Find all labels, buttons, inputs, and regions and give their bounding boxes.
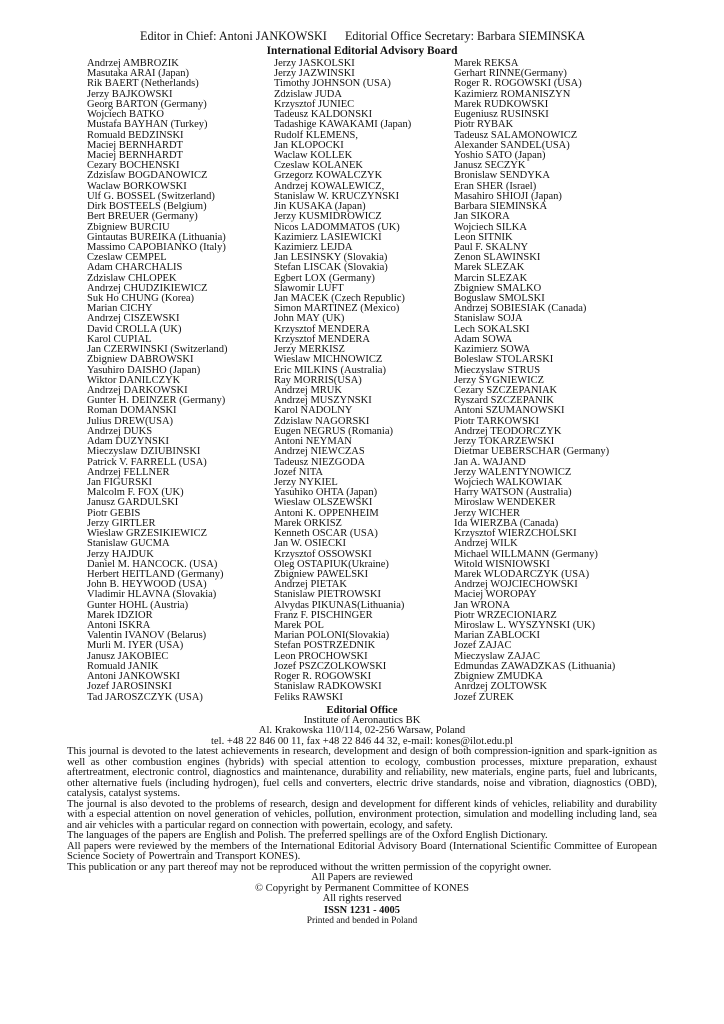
paragraph: The journal is also devoted to the problems of research, design and development for different kinds of vehicles, reliability and durability with a especial attention on novel generation of vehicles, pollution, environment protection, simulation and modelling including land, sea and air vehicles with a particular regard on connection with powertain, ecology, and safety. bbox=[67, 798, 657, 831]
board-column-1 bbox=[67, 59, 274, 703]
board-member: Zbigniew BURCIU bbox=[87, 221, 170, 233]
board-member: Czeslaw CEMPEL bbox=[87, 252, 167, 264]
board-member: Adam DUZYNSKI bbox=[87, 436, 169, 448]
board-member: Kazimierz ROMANISZYN bbox=[454, 88, 571, 100]
board-member: Marek REKSA bbox=[454, 58, 519, 69]
board-member: Andrzej DARKOWSKI bbox=[87, 385, 188, 396]
board-member: Gintautas BUREIKA (Lithuania) bbox=[87, 231, 226, 243]
board-member: Romuald BEDZINSKI bbox=[87, 129, 184, 141]
board-member: Jan WRONA bbox=[454, 599, 511, 611]
board-member: Andrzej CISZEWSKI bbox=[87, 313, 180, 325]
board-member: Stefan LISCAK (Slovakia) bbox=[274, 262, 388, 274]
board-member: Krzysztof WIERZCHOLSKI bbox=[454, 528, 577, 540]
board-member: Eugen NEGRUS (Romania) bbox=[274, 425, 393, 437]
board-member: Stefan POSTRZEDNIK bbox=[274, 640, 376, 652]
board-member: Krzysztof OSSOWSKI bbox=[274, 548, 372, 560]
board-members bbox=[67, 59, 657, 703]
board-member: Krzysztof MENDERA bbox=[274, 333, 370, 345]
board-member: Piotr GEBIS bbox=[87, 507, 141, 519]
board-member: Boleslaw STOLARSKI bbox=[454, 354, 554, 366]
board-member: Kazimierz SOWA bbox=[454, 344, 531, 356]
board-member: Leon PROCHOWSKI bbox=[274, 650, 368, 662]
board-member: Zbigniew SMALKO bbox=[454, 282, 542, 294]
board-member: Piotr TARKOWSKI bbox=[454, 415, 540, 427]
board-member: Slawomir LUFT bbox=[274, 282, 344, 294]
board-member: Jerzy WICHER bbox=[454, 507, 520, 519]
board-member: Grzegorz KOWALCZYK bbox=[274, 170, 383, 182]
issn: ISSN 1231 - 4005 bbox=[324, 904, 400, 916]
board-member: Andrzej MUSZYNSKI bbox=[274, 395, 372, 407]
paragraph: This journal is devoted to the latest achievements in research, development and design of both compression-ignition and spark-ignition as well as other combustion engines (hybrids) with special attention to ecology, combustion processes, mixture preparation, exhaust aftertreatment, electronic control, diagnostics and maintenance, durability and reliability, new materials, engine parts, fuel and lubricants, other alternative fuels (including hydrogen), fuel cells and converters, electric drive standards, noise and vibration, diagnostics (OBD), catalysis, catalyst systems. bbox=[67, 746, 657, 800]
board-member: Wieslaw MICHNOWICZ bbox=[274, 354, 383, 366]
board-member: Zdzislaw CHLOPEK bbox=[87, 272, 177, 284]
board-member: Eran SHER (Israel) bbox=[454, 180, 537, 192]
board-member: Malcolm F. FOX (UK) bbox=[87, 487, 184, 499]
board-member: Tadeusz KALDONSKI bbox=[274, 109, 373, 121]
board-member: Eugeniusz RUSINSKI bbox=[454, 109, 549, 121]
board-member: Janusz GARDULSKI bbox=[87, 497, 179, 509]
board-member: Marek RUDKOWSKI bbox=[454, 98, 549, 110]
board-member: Roman DOMANSKI bbox=[87, 405, 177, 417]
board-member: Daniel M. HANCOCK. (USA) bbox=[87, 558, 218, 570]
rights-line: All rights reserved bbox=[322, 893, 402, 905]
board-member: Kazimierz LASIEWICKI bbox=[274, 231, 382, 243]
board-member: Andrzej PIETAK bbox=[274, 579, 347, 591]
board-member: Vladimir HLAVNA (Slovakia) bbox=[87, 589, 217, 601]
board-member: Jerzy MERKISZ bbox=[274, 344, 345, 356]
board-member: Barbara SIEMINSKA bbox=[454, 201, 548, 213]
board-member: Oleg OSTAPIUK(Ukraine) bbox=[274, 558, 389, 570]
board-member: Massimo CAPOBIANKO (Italy) bbox=[87, 241, 226, 253]
board-member: Wojciech SILKA bbox=[454, 221, 527, 233]
board-member: Zenon SLAWINSKI bbox=[454, 252, 541, 264]
board-member: Simon MARTINEZ (Mexico) bbox=[274, 303, 400, 315]
board-member: Stanislaw RADKOWSKI bbox=[274, 681, 382, 693]
board-member: Georg BARTON (Germany) bbox=[87, 98, 207, 110]
board-member: Jerzy GIRTLER bbox=[87, 517, 156, 529]
board-member: Jerzy KUSMIDROWICZ bbox=[274, 211, 382, 223]
board-member: Edmundas ZAWADZKAS (Lithuania) bbox=[454, 660, 616, 672]
board-member: Alexander SANDEL(USA) bbox=[454, 139, 570, 151]
board-member: Jan KLOPOCKI bbox=[274, 139, 344, 151]
board-member: Andrzej FELLNER bbox=[87, 466, 170, 478]
board-member: Witold WISNIOWSKI bbox=[454, 558, 550, 570]
board-member: Kenneth OSCAR (USA) bbox=[274, 528, 378, 540]
board-member: Tad JAROSZCZYK (USA) bbox=[87, 691, 203, 703]
board-member: Tadashige KAWAKAMI (Japan) bbox=[274, 119, 412, 131]
board-member: Krzysztof MENDERA bbox=[274, 323, 370, 335]
board-member: Jerzy BAJKOWSKI bbox=[87, 88, 173, 100]
board-member: Andrzej SOBIESIAK (Canada) bbox=[454, 303, 587, 315]
board-member: Andrzej WOJCIECHOWSKI bbox=[454, 579, 578, 591]
board-member: Tadeusz NIEZGODA bbox=[274, 456, 366, 468]
board-member: Masahiro SHIOJI (Japan) bbox=[454, 190, 562, 202]
board-member: Jerzy NYKIEL bbox=[274, 476, 338, 488]
board-member: Jerzy JAZWINSKI bbox=[274, 68, 355, 80]
board-member: Paul F. SKALNY bbox=[454, 241, 529, 253]
board-member: Masutaka ARAI (Japan) bbox=[87, 68, 190, 80]
board-member: Jan LESINSKY (Slovakia) bbox=[274, 252, 388, 264]
board-member: Zbigniew DABROWSKI bbox=[87, 354, 194, 366]
board-member: Roger R. ROGOWSKI bbox=[274, 671, 372, 683]
board-member: Antoni K. OPPENHEIM bbox=[274, 507, 379, 519]
board-member: Andrzej CHUDZIKIEWICZ bbox=[87, 282, 208, 294]
journal-description bbox=[67, 747, 657, 873]
board-member: Harry WATSON (Australia) bbox=[454, 487, 572, 499]
board-member: Jozef PSZCZOLKOWSKI bbox=[274, 660, 387, 672]
reviewed-note: All Papers are reviewed bbox=[311, 872, 413, 884]
board-member: Zdzislaw JUDA bbox=[274, 88, 342, 100]
board-member: Antoni SZUMANOWSKI bbox=[454, 405, 565, 417]
board-member: Maciej BERNHARDT bbox=[87, 139, 183, 151]
paragraph: All papers were reviewed by the members of the International Editorial Advisory Board (International Scientific Committee of European Science Society of Powertrain and Transport KONES). bbox=[67, 840, 657, 863]
header-line bbox=[67, 30, 657, 43]
board-member: Mieczyslaw DZIUBINSKI bbox=[87, 446, 201, 458]
board-member: Alvydas PIKUNAS(Lithuania) bbox=[274, 599, 405, 611]
board-member: Jan FIGURSKI bbox=[87, 476, 153, 488]
board-member: Timothy JOHNSON (USA) bbox=[274, 78, 391, 90]
board-member: Patrick V. FARRELL (USA) bbox=[87, 456, 207, 468]
office-institute: Institute of Aeronautics BK bbox=[303, 714, 421, 726]
board-member: Feliks RAWSKI bbox=[274, 691, 343, 703]
board-member: Karol NADOLNY bbox=[274, 405, 353, 417]
board-member: Marek WLODARCZYK (USA) bbox=[454, 568, 590, 580]
board-member: Andrzej NIEWCZAS bbox=[274, 446, 365, 458]
editor-in-chief: Editor in Chief: Antoni JANKOWSKI bbox=[140, 29, 327, 43]
board-member: Bronislaw SENDYKA bbox=[454, 170, 550, 182]
board-column-2 bbox=[274, 59, 454, 703]
office-contact: tel. +48 22 846 00 11, fax +48 22 846 44 32, e-mail: kones@ilot.edu.pl bbox=[210, 735, 513, 747]
board-member: Rik BAERT (Netherlands) bbox=[87, 78, 199, 90]
board-member: Janusz JAKOBIEC bbox=[87, 650, 169, 662]
paragraph: This publication or any part thereof may not be reproduced without the written permission of the copyright owner. bbox=[67, 861, 552, 873]
board-member: Miroslaw L. WYSZYNSKI (UK) bbox=[454, 620, 595, 632]
board-member: Jozef ZAJAC bbox=[454, 640, 512, 652]
board-column-3 bbox=[454, 59, 639, 703]
board-member: Eric MILKINS (Australia) bbox=[274, 364, 386, 376]
board-member: Jan SIKORA bbox=[454, 211, 510, 223]
board-member: Zbigniew ZMUDKA bbox=[454, 671, 543, 683]
board-member: Gunter H. DEINZER (Germany) bbox=[87, 395, 226, 407]
board-member: Franz F. PISCHINGER bbox=[274, 609, 373, 621]
board-member: Jerzy SYGNIEWICZ bbox=[454, 374, 545, 386]
board-member: Herbert HEITLAND (Germany) bbox=[87, 568, 224, 580]
board-member: Jerzy WALENTYNOWICZ bbox=[454, 466, 572, 478]
board-member: Jozef ZUREK bbox=[454, 691, 514, 703]
board-member: Mieczyslaw STRUS bbox=[454, 364, 541, 376]
board-member: Wojciech BATKO bbox=[87, 109, 165, 121]
board-member: Marek IDZIOR bbox=[87, 609, 153, 621]
board-member: Jozef NITA bbox=[274, 466, 324, 478]
board-member: Ulf G. BOSSEL (Switzerland) bbox=[87, 190, 215, 202]
board-member: Jan W. OSIECKI bbox=[274, 538, 347, 550]
board-member: Ida WIERZBA (Canada) bbox=[454, 517, 559, 529]
board-member: Kazimierz LEJDA bbox=[274, 241, 353, 253]
board-member: Yasuhiko OHTA (Japan) bbox=[274, 487, 378, 499]
board-member: Maciej WOROPAY bbox=[454, 589, 537, 601]
board-member: Andrzej TEODORCZYK bbox=[454, 425, 562, 437]
board-member: Marek ORKISZ bbox=[274, 517, 342, 529]
board-member: Czeslaw KOLANEK bbox=[274, 160, 363, 172]
board-member: Karol CUPIAL bbox=[87, 333, 152, 345]
board-member: Gerhart RINNE(Germany) bbox=[454, 68, 567, 80]
board-member: Piotr RYBAK bbox=[454, 119, 514, 131]
board-member: Jerzy JASKOLSKI bbox=[274, 58, 355, 69]
board-member: Andrzej AMBROZIK bbox=[87, 58, 179, 69]
board-member: Ray MORRIS(USA) bbox=[274, 374, 362, 386]
board-member: Gunter HOHL (Austria) bbox=[87, 599, 189, 611]
board-member: Miroslaw WENDEKER bbox=[454, 497, 556, 509]
board-member: John MAY (UK) bbox=[274, 313, 345, 325]
paragraph: The languages of the papers are English and Polish. The preferred spellings are of the Oxford English Dictionary. bbox=[67, 830, 548, 842]
board-member: Yoshio SATO (Japan) bbox=[454, 149, 546, 161]
board-member: Dirk BOSTEELS (Belgium) bbox=[87, 201, 207, 213]
board-member: Dietmar UEBERSCHAR (Germany) bbox=[454, 446, 610, 458]
board-member: Nicos LADOMMATOS (UK) bbox=[274, 221, 400, 233]
office-secretary: Editorial Office Secretary: Barbara SIEMINSKA bbox=[344, 29, 585, 43]
board-member: Stanislaw GUCMA bbox=[87, 538, 170, 550]
board-member: Bert BREUER (Germany) bbox=[87, 211, 198, 223]
board-member: Andrzej WILK bbox=[454, 538, 518, 550]
board-member: Jerzy TOKARZEWSKI bbox=[454, 436, 555, 448]
board-member: Marek SLEZAK bbox=[454, 262, 525, 274]
board-member: Murli M. IYER (USA) bbox=[87, 640, 184, 652]
board-member: Julius DREW(USA) bbox=[87, 415, 174, 427]
board-member: Waclaw KOLLEK bbox=[274, 149, 353, 161]
board-member: Mustafa BAYHAN (Turkey) bbox=[87, 119, 208, 131]
board-member: Jin KUSAKA (Japan) bbox=[274, 201, 366, 213]
board-member: Rudolf KLEMENS, bbox=[274, 129, 358, 141]
board-member: Krzysztof JUNIEC bbox=[274, 98, 355, 110]
board-member: Wieslaw GRZESIKIEWICZ bbox=[87, 528, 208, 540]
board-member: John B. HEYWOOD (USA) bbox=[87, 579, 207, 591]
board-member: Jan A. WAJAND bbox=[454, 456, 526, 468]
office-address: Al. Krakowska 110/114, 02-256 Warsaw, Poland bbox=[258, 725, 466, 737]
copyright-line: © Copyright by Permanent Committee of KONES bbox=[254, 882, 470, 894]
board-member: Adam SOWA bbox=[454, 333, 513, 345]
board-member: Antoni JANKOWSKI bbox=[87, 671, 181, 683]
board-member: Yasuhiro DAISHO (Japan) bbox=[87, 364, 201, 376]
board-member: Jan MACEK (Czech Republic) bbox=[274, 293, 405, 305]
board-member: Zdzislaw BOGDANOWICZ bbox=[87, 170, 208, 182]
board-member: Antoni ISKRA bbox=[87, 620, 151, 632]
board-member: Marian ZABLOCKI bbox=[454, 630, 541, 642]
board-member: Suk Ho CHUNG (Korea) bbox=[87, 293, 195, 305]
board-member: Jan CZERWINSKI (Switzerland) bbox=[87, 344, 228, 356]
board-member: Andrzej KOWALEWICZ, bbox=[274, 180, 385, 192]
board-member: Piotr WRZECIONIARZ bbox=[454, 609, 557, 621]
board-member: Cezary BOCHENSKI bbox=[87, 160, 180, 172]
board-member: Marcin SLEZAK bbox=[454, 272, 528, 284]
board-member: Wieslaw OLSZEWSKI bbox=[274, 497, 373, 509]
board-member: Ryszard SZCZEPANIK bbox=[454, 395, 554, 407]
board-member: David CROLLA (UK) bbox=[87, 323, 182, 335]
board-member: Zdzislaw NAGORSKI bbox=[274, 415, 370, 427]
board-member: Wiktor DANILCZYK bbox=[87, 374, 181, 386]
board-member: Lech SOKALSKI bbox=[454, 323, 530, 335]
board-member: Leon SITNIK bbox=[454, 231, 513, 243]
board-member: Jerzy HAJDUK bbox=[87, 548, 154, 560]
board-member: Waclaw BORKOWSKI bbox=[87, 180, 187, 192]
board-member: Marian POLONI(Slovakia) bbox=[274, 630, 390, 642]
board-member: Stanislaw W. KRUCZYNSKI bbox=[274, 190, 400, 202]
board-member: Jozef JAROSINSKI bbox=[87, 681, 172, 693]
board-member: Tadeusz SALAMONOWICZ bbox=[454, 129, 578, 141]
board-member: Andrzej MRUK bbox=[274, 385, 342, 396]
editorial-office-title: Editorial Office bbox=[326, 704, 398, 716]
board-title: International Editorial Advisory Board bbox=[266, 45, 458, 57]
board-member: Andrzej DUKS bbox=[87, 425, 153, 437]
board-member: Marek POL bbox=[274, 620, 324, 632]
board-member: Boguslaw SMOLSKI bbox=[454, 293, 545, 305]
board-member: Cezary SZCZEPANIAK bbox=[454, 385, 558, 396]
board-member: Egbert LOX (Germany) bbox=[274, 272, 375, 284]
board-member: Stanislaw SOJA bbox=[454, 313, 523, 325]
board-member: Maciej BERNHARDT bbox=[87, 149, 183, 161]
board-member: Adam CHARCHALIS bbox=[87, 262, 183, 274]
board-member: Michael WILLMANN (Germany) bbox=[454, 548, 598, 560]
board-member: Valentin IVANOV (Belarus) bbox=[87, 630, 207, 642]
board-member: Mieczyslaw ZAJAC bbox=[454, 650, 541, 662]
board-member: Marian CICHY bbox=[87, 303, 153, 315]
board-member: Antoni NEYMAN bbox=[274, 436, 352, 448]
board-member: Romuald JANIK bbox=[87, 660, 159, 672]
board-member: Stanislaw PIETROWSKI bbox=[274, 589, 382, 601]
board-member: Roger R. ROGOWSKI (USA) bbox=[454, 78, 582, 90]
board-member: Janusz SECZYK bbox=[454, 160, 526, 172]
printed-note: Printed and bended in Poland bbox=[306, 915, 418, 926]
board-member: Wojciech WALKOWIAK bbox=[454, 476, 563, 488]
board-member: Zbigniew PAWELSKI bbox=[274, 568, 369, 580]
board-member: Anrdzej ZOLTOWSK bbox=[454, 681, 548, 693]
